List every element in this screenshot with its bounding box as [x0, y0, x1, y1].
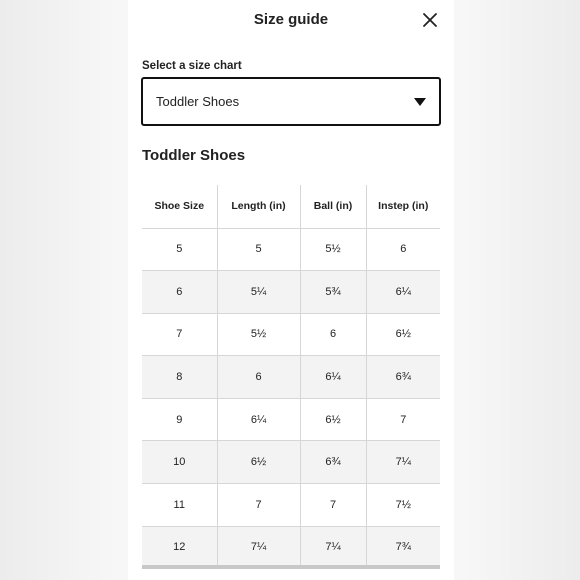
cell-ball: 7¼ — [300, 526, 366, 569]
cell-ball: 6¼ — [300, 356, 366, 399]
cell-instep: 7¼ — [366, 441, 440, 484]
cell-ball: 7 — [300, 484, 366, 527]
table-row — [142, 484, 440, 527]
size-guide-sheet — [128, 0, 454, 580]
cell-length: 6¼ — [217, 398, 300, 441]
cell-length: 5½ — [217, 313, 300, 356]
cell-length: 5 — [217, 228, 300, 271]
table-row — [142, 356, 440, 399]
cell-shoe-size: 7 — [142, 313, 217, 356]
cell-length: 7¼ — [217, 526, 300, 569]
cell-ball: 5½ — [300, 228, 366, 271]
cell-instep: 6½ — [366, 313, 440, 356]
cell-ball: 5¾ — [300, 271, 366, 314]
sheet-header — [128, 0, 454, 40]
cell-instep: 7½ — [366, 484, 440, 527]
table-row — [142, 271, 440, 314]
cell-shoe-size: 11 — [142, 484, 217, 527]
close-icon — [420, 10, 440, 30]
table-row — [142, 526, 440, 569]
table-row — [142, 313, 440, 356]
cell-length: 7 — [217, 484, 300, 527]
cell-shoe-size: 5 — [142, 228, 217, 271]
cell-length: 6½ — [217, 441, 300, 484]
cell-instep: 6¼ — [366, 271, 440, 314]
table-row — [142, 441, 440, 484]
cell-length: 6 — [217, 356, 300, 399]
chevron-down-icon — [414, 98, 426, 106]
cell-shoe-size: 12 — [142, 526, 217, 569]
cell-shoe-size: 10 — [142, 441, 217, 484]
close-button[interactable] — [420, 10, 440, 30]
size-chart-dropdown[interactable] — [141, 77, 441, 126]
column-header-length: Length (in) — [217, 185, 300, 228]
size-chart-label: Select a size chart — [142, 60, 242, 72]
cell-ball: 6 — [300, 313, 366, 356]
column-header-ball: Ball (in) — [300, 185, 366, 228]
column-header-shoe-size: Shoe Size — [142, 185, 217, 228]
column-header-instep: Instep (in) — [366, 185, 440, 228]
table-scroll-edge — [142, 565, 440, 569]
cell-instep: 6 — [366, 228, 440, 271]
section-title: Toddler Shoes — [142, 147, 246, 164]
cell-shoe-size: 9 — [142, 398, 217, 441]
size-chart-selected-value: Toddler Shoes — [156, 94, 240, 109]
cell-shoe-size: 6 — [142, 271, 217, 314]
cell-length: 5¼ — [217, 271, 300, 314]
cell-shoe-size: 8 — [142, 356, 217, 399]
table-row — [142, 398, 440, 441]
table-row — [142, 228, 440, 271]
sheet-title: Size guide — [253, 11, 329, 28]
cell-ball: 6¾ — [300, 441, 366, 484]
cell-ball: 6½ — [300, 398, 366, 441]
cell-instep: 7 — [366, 398, 440, 441]
size-table — [142, 185, 440, 569]
table-header-row — [142, 185, 440, 228]
cell-instep: 6¾ — [366, 356, 440, 399]
cell-instep: 7¾ — [366, 526, 440, 569]
